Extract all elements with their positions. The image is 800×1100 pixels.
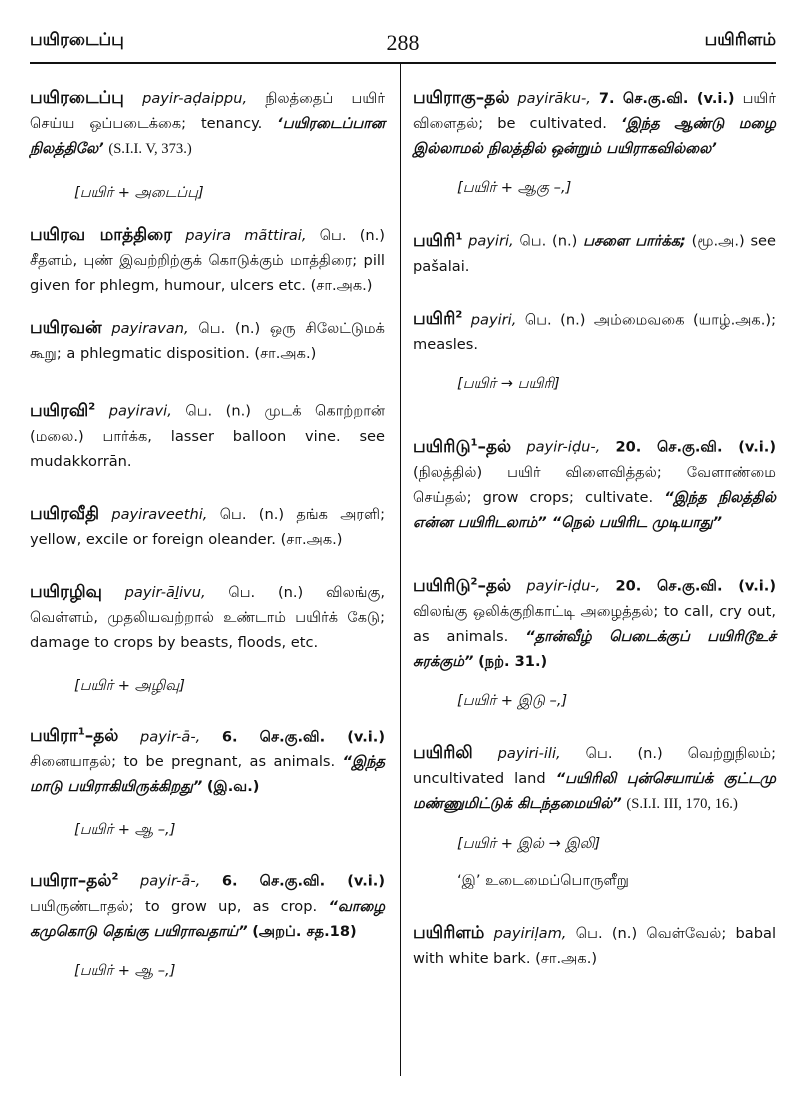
column-divider	[400, 64, 401, 1076]
grammar-label: பெ. (n.)	[585, 744, 663, 762]
entry-payiravan	[30, 316, 385, 366]
headword: பயிரவீதி	[30, 503, 100, 524]
transliteration: payir-ā-,	[140, 728, 201, 746]
quotation: ‘இந்த ஆண்டு மழை இல்லாமல் நிலத்தில் ஒன்றும் பயிராகவில்லை’	[413, 115, 777, 157]
source-citation: (சா.அக.)	[280, 530, 343, 548]
quotation: “இந்த நிலத்தில் என்ன பயிரிடலாம்” “நெல் பயிரிட முடியாது”	[413, 488, 776, 531]
grammar-note: ‘இ’ உடைமைப்பொருளீறு	[457, 871, 629, 889]
see-reference: see pašalai.	[413, 232, 776, 275]
transliteration: payir-ā-,	[140, 872, 201, 890]
transliteration: payir-āḻivu,	[124, 583, 206, 601]
source-citation: (நற். 31.)	[478, 652, 548, 670]
entry-payiraveethi	[30, 502, 385, 552]
headword: பயிரி$^2$	[413, 309, 463, 330]
transliteration: payir-iḍu-,	[526, 438, 601, 456]
meaning: தங்க அரளி; yellow, excile or foreign oleander.	[30, 505, 386, 548]
headword: பயிரிடு$^2$–தல்	[413, 575, 512, 596]
headword: பயிரா–தல்$^2$	[30, 870, 119, 891]
headword: பயிரழிவு	[30, 581, 102, 602]
source-citation: (சா.அக.)	[535, 949, 598, 967]
entry-payiridu-2	[413, 569, 776, 674]
derivation: [பயிர் + அழிவு]	[74, 676, 185, 694]
grammar-label: பெ. (n.)	[319, 227, 385, 244]
meaning: ஒரு சிலேட்டுமக் கூறு; a phlegmatic disposition.	[30, 320, 385, 362]
transliteration: payir-iḍu-,	[526, 577, 601, 595]
source-citation: (சா.அக.)	[254, 345, 317, 362]
derivation: [பயிர் + ஆ –,]	[74, 821, 176, 839]
meaning: வெள்வேல்; babal with white bark.	[413, 924, 777, 967]
grammar-label: 20. செ.கு.வி. (v.i.)	[615, 438, 776, 456]
transliteration: payiravi,	[108, 402, 172, 420]
right-column	[413, 78, 776, 971]
meaning: முடக் கொற்றான் (மலை.) பார்க்க, lasser balloon vine. see mudakkorrān.	[30, 402, 386, 470]
meaning: சினையாதல்; to be pregnant, as animals.	[30, 753, 336, 771]
source-citation: (இ.வ.)	[206, 778, 260, 796]
meaning: அம்மைவகை (யாழ்.அக.); measles.	[413, 311, 777, 354]
entry-payiraa-1	[30, 720, 385, 800]
meaning: விலங்கு ஒலிக்குறிகாட்டி அழைத்தல்; to call, cry out, as animals.	[413, 602, 776, 645]
transliteration: payiriḷam,	[493, 924, 567, 942]
headword: பயிரா$^1$–தல்	[30, 726, 119, 747]
source-citation: (சா.அக.)	[310, 277, 373, 294]
entry-payirazhivu	[30, 580, 385, 655]
headword: பயிராகு–தல்	[413, 88, 510, 108]
headword: பயிரவன்	[30, 318, 102, 338]
source-citation: (மூ.அ.)	[691, 232, 745, 250]
headword: பயிரிடு$^1$–தல்	[413, 436, 512, 457]
headword: பயிரடைப்பு	[30, 88, 124, 108]
grammar-label: 7. செ.கு.வி. (v.i.)	[598, 90, 735, 107]
source-citation: (அறப். சத.18)	[252, 922, 357, 940]
page-header	[30, 30, 776, 60]
quotation: “பயிரிலி புன்செயாய்க் குட்டமு மண்ணுமிட்டுக் கிடந்தமையில்”	[413, 769, 777, 812]
grammar-label: பெ. (n.)	[524, 311, 586, 329]
transliteration: payirāku-,	[517, 90, 591, 107]
entry-payiridu-1	[413, 430, 776, 535]
entry-payirava-maththirai	[30, 223, 385, 298]
meaning: விலங்கு, வெள்ளம், முதலியவற்றால் உண்டாம் பயிர்க் கேடு; damage to crops by beasts, floods, etc.	[30, 583, 386, 651]
quotation: “வாழை கமுகொடு தெங்கு பயிராவதாய்”	[30, 897, 385, 940]
derivation: [பயிர் + ஆ –,]	[74, 961, 176, 979]
entry-payiravi	[30, 394, 385, 474]
quotation: “இந்த மாடு பயிராகியிருக்கிறது”	[30, 753, 385, 796]
entry-payirili	[413, 741, 776, 817]
left-column	[30, 78, 385, 983]
transliteration: payira mãttirai,	[185, 227, 307, 244]
headword: பயிரவ மாத்திரை	[30, 225, 173, 245]
entry-payiradaippu	[30, 86, 385, 162]
derivation: [பயிர் + அடைப்பு]	[74, 184, 204, 201]
grammar-label: பெ. (n.)	[519, 232, 578, 250]
grammar-label: பெ. (n.)	[198, 320, 261, 337]
transliteration: payiri,	[468, 232, 514, 250]
grammar-label: பெ. (n.)	[185, 402, 251, 420]
quotation: ‘பயிரடைப்பான நிலத்திலே’	[30, 115, 386, 157]
derivation: [பயிர் + இடு –,]	[457, 691, 568, 709]
transliteration: payiri-ili,	[497, 744, 561, 762]
transliteration: payiri,	[470, 311, 517, 329]
meaning: பயிர் விளைதல்; be cultivated.	[413, 90, 777, 132]
meaning: சீதளம், புண் இவற்றிற்குக் கொடுக்கும் மாத்திரை; pill given for phlegm, humour, ulcers etc.	[30, 252, 385, 294]
grammar-label: பெ. (n.)	[219, 505, 285, 523]
entry-payirilam	[413, 921, 776, 971]
transliteration: payiravan,	[111, 320, 189, 337]
grammar-label: 6. செ.கு.வி. (v.i.)	[221, 872, 386, 890]
entry-payiri-1	[413, 224, 776, 279]
transliteration: payiraveethi,	[111, 505, 208, 523]
transliteration: payir-aḍaippu,	[142, 90, 248, 107]
grammar-label: பெ. (n.)	[228, 583, 304, 601]
meaning: (நிலத்தில்) பயிர் விளைவித்தல்; வேளாண்மை செய்தல்; grow crops; cultivate.	[413, 463, 776, 506]
entry-payiraaku	[413, 86, 776, 161]
headword: பயிரிளம்	[413, 922, 485, 943]
header-left-guide-word: பயிரடைப்பு	[30, 30, 124, 50]
meaning: நிலத்தைப் பயிர் செய்ய ஒப்படைக்கை; tenancy.	[30, 90, 385, 132]
meaning: பயிருண்டாதல்; to grow up, as crop.	[30, 897, 318, 915]
headword: பயிரி$^1$	[413, 230, 463, 251]
meaning: பசளை பார்க்க;	[583, 232, 686, 250]
entry-payiraa-2	[30, 864, 385, 944]
entry-payiri-2	[413, 303, 776, 358]
derivation: [பயிர் → பயிரி]	[457, 375, 560, 393]
source-citation: (S.I.I. V, 373.)	[108, 141, 192, 157]
grammar-label: 20. செ.கு.வி. (v.i.)	[615, 577, 776, 595]
derivation: [பயிர் + ஆகு –,]	[457, 179, 572, 196]
header-rule	[30, 62, 776, 64]
page-number: 288	[386, 30, 420, 55]
grammar-label: பெ. (n.)	[575, 924, 638, 942]
derivation: [பயிர் + இல் → இலி]	[457, 834, 601, 852]
source-citation: (S.I.I. III, 170, 16.)	[626, 795, 738, 812]
grammar-label: 6. செ.கு.வி. (v.i.)	[221, 728, 386, 746]
headword: பயிரவி$^2$	[30, 400, 96, 421]
quotation: “தான்வீழ் பெடைக்குப் பயிரிடூஉச் சுரக்கும்”	[413, 627, 776, 670]
meaning: வெற்றுநிலம்; uncultivated land	[413, 744, 777, 787]
header-right-guide-word: பயிரிளம்	[704, 30, 776, 50]
headword: பயிரிலி	[413, 742, 473, 763]
